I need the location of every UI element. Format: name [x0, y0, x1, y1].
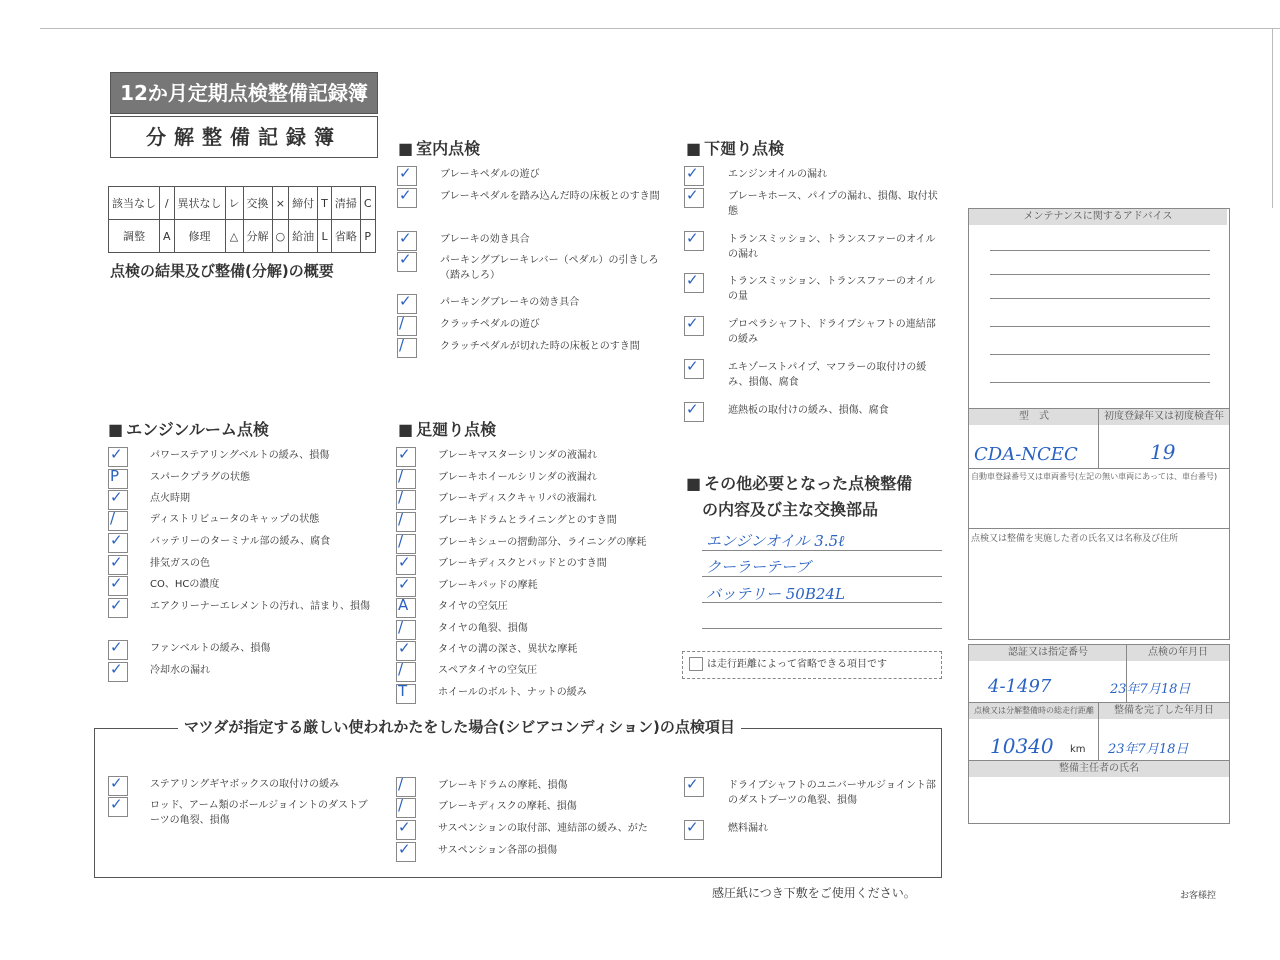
- check-mark: /: [398, 660, 404, 678]
- reg-no-cell: [968, 468, 1230, 530]
- advice-line: [990, 298, 1210, 299]
- check-mark: ✓: [686, 314, 699, 332]
- record-title: 12か月定期点検整備記録簿: [110, 72, 378, 114]
- check-item-label: トランスミッション、トランスファーのオイルの量: [728, 276, 936, 302]
- legend-cell: △: [225, 220, 243, 253]
- check-mark: ✓: [399, 164, 412, 182]
- legend-cell: L: [318, 220, 332, 253]
- first-reg-label: 初度登録年又は初度検査年: [1099, 409, 1229, 425]
- check-item-label: ブレーキディスクとパッドとのすき間: [438, 558, 607, 569]
- check-item-label: 点火時期: [150, 493, 190, 504]
- check-mark: ✓: [686, 229, 699, 247]
- legend-cell: ×: [272, 187, 289, 220]
- check-box[interactable]: [396, 620, 416, 640]
- advice-line: [990, 274, 1210, 275]
- date-label: 点検の年月日: [1127, 645, 1229, 661]
- check-box[interactable]: [396, 555, 416, 575]
- check-item-label: プロペラシャフト、ドライブシャフトの連結部の緩み: [728, 319, 936, 345]
- legend-row-2: [109, 220, 376, 253]
- check-mark: P: [110, 467, 120, 485]
- check-item-label: ブレーキディスクの摩耗、損傷: [438, 801, 577, 812]
- inspector-label: 点検又は整備を実施した者の氏名又は名称及び住所: [971, 534, 1179, 544]
- check-item-label: トランスミッション、トランスファーのオイルの漏れ: [728, 234, 936, 260]
- check-box[interactable]: [396, 447, 416, 467]
- sheet-edge: [40, 28, 1280, 29]
- handwritten-part-2: クーラーテーブ: [706, 558, 811, 576]
- odo-label: 点検又は分解整備時の総走行距離: [969, 703, 1099, 719]
- other-title: ■ その他必要となった点検整備: [686, 471, 912, 494]
- check-item-label: エンジンオイルの漏れ: [728, 169, 827, 180]
- check-item-label: エキゾーストパイプ、マフラーの取付けの緩み、損傷、腐食: [728, 362, 927, 388]
- legend-cell: ○: [272, 220, 289, 253]
- check-box[interactable]: [397, 252, 417, 272]
- legend-cell: 締付: [289, 187, 318, 220]
- check-mark: T: [398, 682, 408, 700]
- check-box[interactable]: [396, 490, 416, 510]
- legend-cell: 省略: [331, 220, 360, 253]
- check-item-label: タイヤの空気圧: [438, 601, 508, 612]
- check-mark: ✓: [399, 250, 412, 268]
- check-box[interactable]: [396, 662, 416, 682]
- check-item-label: ブレーキパッドの摩耗: [438, 580, 538, 591]
- check-item-label: 排気ガスの色: [150, 558, 210, 569]
- check-box[interactable]: [396, 641, 416, 661]
- check-item-label: ファンベルトの緩み、損傷: [150, 643, 271, 654]
- check-item-label: パワーステアリングベルトの緩み、損傷: [150, 450, 330, 461]
- check-item-label: ブレーキディスクキャリパの液漏れ: [438, 493, 597, 504]
- odo-unit: km: [1070, 744, 1086, 755]
- check-mark: ✓: [110, 660, 123, 678]
- check-box[interactable]: [397, 166, 417, 186]
- under-title: ■ 下廻り点検: [686, 136, 784, 159]
- check-box[interactable]: [397, 338, 417, 358]
- chief-label: 整備主任者の氏名: [969, 761, 1229, 777]
- check-box[interactable]: [397, 316, 417, 336]
- check-item-label: ブレーキドラムの摩耗、損傷: [438, 780, 568, 791]
- check-mark: ✓: [398, 840, 411, 858]
- check-item-label: パーキングブレーキレバー（ペダル）の引きしろ（踏みしろ）: [440, 255, 659, 281]
- skip-note-box: [682, 651, 942, 679]
- legend-cell: 修理: [174, 220, 225, 253]
- skip-note-checkbox: [689, 657, 703, 671]
- advice-line: [990, 354, 1210, 355]
- check-item-label: ドライブシャフトのユニバーサルジョイント部のダストブーツの亀裂、損傷: [728, 780, 936, 806]
- chief-cell: [968, 760, 1230, 824]
- handwritten-part-3: バッテリー 50B24L: [706, 585, 845, 603]
- check-box[interactable]: [108, 598, 128, 618]
- date-value: 23年7月18日: [1110, 682, 1191, 697]
- check-box[interactable]: [108, 511, 128, 531]
- check-item-label: 燃料漏れ: [728, 823, 768, 834]
- legend-cell: /: [160, 187, 175, 220]
- check-item-label: ブレーキドラムとライニングとのすき間: [438, 515, 617, 526]
- handwritten-part-1: エンジンオイル 3.5ℓ: [706, 532, 845, 550]
- check-box[interactable]: [108, 662, 128, 682]
- legend-cell: 交換: [243, 187, 272, 220]
- check-mark: ✓: [686, 775, 699, 793]
- legend-cell: 該当なし: [109, 187, 160, 220]
- legend-table: [108, 186, 376, 253]
- check-item-label: パーキングブレーキの効き具合: [440, 297, 580, 308]
- check-box[interactable]: [396, 512, 416, 532]
- check-item-label: ブレーキホース、パイプの漏れ、損傷、取付状態: [728, 191, 938, 217]
- check-mark: /: [399, 336, 405, 354]
- advice-line: [990, 326, 1210, 327]
- check-item-label: エアクリーナーエレメントの汚れ、詰まり、損傷: [150, 601, 370, 612]
- carbon-note: 感圧紙につき下敷をご使用ください。: [712, 886, 916, 900]
- chassis-title: ■ 足廻り点検: [398, 417, 496, 440]
- legend-cell: A: [160, 220, 175, 253]
- advice-line: [990, 250, 1210, 251]
- legend-cell: 清掃: [331, 187, 360, 220]
- model-value: CDA-NCEC: [974, 444, 1078, 465]
- check-item-label: ブレーキホイールシリンダの液漏れ: [438, 472, 597, 483]
- check-box[interactable]: [684, 188, 704, 208]
- check-mark: ✓: [399, 229, 412, 247]
- legend-cell: 分解: [243, 220, 272, 253]
- check-item-label: ブレーキマスターシリンダの液漏れ: [438, 450, 597, 461]
- legend-cell: P: [360, 220, 375, 253]
- check-item-label: クラッチペダルが切れた時の床板とのすき間: [440, 341, 640, 352]
- legend-cell: 調整: [109, 220, 160, 253]
- check-item-label: ブレーキシューの摺動部分、ライニングの摩耗: [438, 537, 647, 548]
- check-mark: ✓: [398, 818, 411, 836]
- check-box[interactable]: [396, 469, 416, 489]
- check-mark: ✓: [110, 531, 123, 549]
- check-mark: ✓: [110, 488, 123, 506]
- check-box[interactable]: [108, 469, 128, 489]
- legend-cell: 異状なし: [174, 187, 225, 220]
- advice-title: メンテナンスに関するアドバイス: [969, 209, 1227, 225]
- check-mark: ✓: [398, 445, 411, 463]
- check-mark: ✓: [686, 818, 699, 836]
- check-item-label: タイヤの溝の深さ、異状な摩耗: [438, 644, 578, 655]
- check-item-label: ディストリビュータのキャップの状態: [150, 514, 320, 525]
- check-item-label: 冷却水の漏れ: [150, 665, 210, 676]
- done-value: 23年7月18日: [1108, 742, 1189, 757]
- check-mark: ✓: [686, 186, 699, 204]
- check-item-label: ブレーキの効き具合: [440, 234, 530, 245]
- check-box[interactable]: [397, 188, 417, 208]
- advice-line: [990, 382, 1210, 383]
- copy-label: お客様控: [1180, 891, 1217, 901]
- check-mark: ✓: [110, 445, 123, 463]
- check-box[interactable]: [108, 640, 128, 660]
- reg-no-label: 自動車登録番号又は車両番号(左記の無い車両にあっては、車台番号): [971, 472, 1218, 481]
- check-mark: /: [398, 532, 404, 550]
- check-box[interactable]: [684, 359, 704, 379]
- check-mark: /: [398, 775, 404, 793]
- check-mark: ✓: [686, 357, 699, 375]
- check-box[interactable]: [108, 576, 128, 596]
- severe-box: [94, 728, 942, 878]
- check-mark: ✓: [398, 553, 411, 571]
- check-box[interactable]: [684, 316, 704, 336]
- cert-label: 認証又は指定番号: [969, 645, 1127, 661]
- check-mark: ✓: [399, 292, 412, 310]
- legend-cell: T: [318, 187, 332, 220]
- check-item-label: ホイールのボルト、ナットの緩み: [438, 687, 587, 698]
- check-item-label: タイヤの亀裂、損傷: [438, 623, 528, 634]
- check-box[interactable]: [684, 273, 704, 293]
- sheet-right-edge: [1272, 28, 1273, 208]
- check-item-label: クラッチペダルの遊び: [440, 319, 540, 330]
- check-box[interactable]: [396, 534, 416, 554]
- check-box[interactable]: [108, 447, 128, 467]
- check-mark: /: [398, 510, 404, 528]
- check-box[interactable]: [397, 294, 417, 314]
- severe-title: マツダが指定する厳しい使われかたをした場合(シビアコンディション)の点検項目: [178, 716, 741, 737]
- check-box[interactable]: [108, 555, 128, 575]
- other-title-2: の内容及び主な交換部品: [702, 500, 879, 519]
- legend-cell: 給油: [289, 220, 318, 253]
- interior-title: ■ 室内点検: [398, 136, 480, 159]
- check-item-label: スパークプラグの状態: [150, 472, 250, 483]
- legend-cell: C: [360, 187, 375, 220]
- check-mark: ✓: [398, 575, 411, 593]
- check-item-label: サスペンションの取付部、連結部の緩み、がた: [438, 823, 648, 834]
- legend-cell: レ: [225, 187, 243, 220]
- check-box[interactable]: [396, 684, 416, 704]
- check-item-label: スペアタイヤの空気圧: [438, 665, 538, 676]
- check-box[interactable]: [684, 402, 704, 422]
- check-mark: ✓: [399, 186, 412, 204]
- check-mark: ✓: [110, 553, 123, 571]
- check-mark: /: [398, 467, 404, 485]
- check-mark: ✓: [110, 638, 123, 656]
- check-box[interactable]: [396, 598, 416, 618]
- check-mark: ✓: [110, 774, 123, 792]
- engine-title: ■ エンジンルーム点検: [108, 417, 269, 440]
- legend-row-1: [109, 187, 376, 220]
- check-box[interactable]: [684, 231, 704, 251]
- check-box[interactable]: [108, 490, 128, 510]
- check-mark: ✓: [686, 400, 699, 418]
- check-mark: A: [398, 596, 409, 614]
- check-item-label: サスペンション各部の損傷: [438, 845, 558, 856]
- check-item-label: ブレーキペダルを踏み込んだ時の床板とのすき間: [440, 191, 660, 202]
- check-mark: /: [398, 618, 404, 636]
- check-item-label: ブレーキペダルの遊び: [440, 169, 540, 180]
- check-mark: ✓: [110, 596, 123, 614]
- model-label: 型 式: [969, 409, 1099, 425]
- check-mark: /: [399, 314, 405, 332]
- record-subtitle: 分解整備記録簿: [110, 116, 378, 158]
- check-item-label: ロッド、アーム類のボールジョイントのダストブーツの亀裂、損傷: [150, 800, 368, 826]
- inspector-cell: [968, 528, 1230, 640]
- check-mark: ✓: [686, 164, 699, 182]
- cert-value: 4-1497: [988, 676, 1052, 697]
- summary-title: 点検の結果及び整備(分解)の概要: [110, 262, 334, 280]
- check-mark: ✓: [686, 271, 699, 289]
- check-mark: ✓: [110, 795, 123, 813]
- check-mark: ✓: [110, 574, 123, 592]
- check-item-label: バッテリーのターミナル部の緩み、腐食: [150, 536, 331, 547]
- check-item-label: 遮熱板の取付けの緩み、損傷、腐食: [728, 405, 889, 416]
- done-label: 整備を完了した年月日: [1099, 703, 1229, 719]
- check-box[interactable]: [684, 166, 704, 186]
- check-mark: ✓: [398, 639, 411, 657]
- check-mark: /: [398, 488, 404, 506]
- check-box[interactable]: [397, 231, 417, 251]
- skip-note-text: は走行距離によって省略できる項目です: [707, 659, 887, 670]
- check-box[interactable]: [108, 533, 128, 553]
- check-item-label: ステアリングギヤボックスの取付けの緩み: [150, 779, 340, 790]
- advice-box: [968, 208, 1230, 410]
- first-reg-value: 19: [1150, 440, 1176, 464]
- check-box[interactable]: [396, 577, 416, 597]
- odo-value: 10340: [990, 734, 1054, 758]
- check-mark: /: [398, 796, 404, 814]
- check-mark: /: [110, 509, 116, 527]
- check-item-label: CO、HCの濃度: [150, 579, 220, 590]
